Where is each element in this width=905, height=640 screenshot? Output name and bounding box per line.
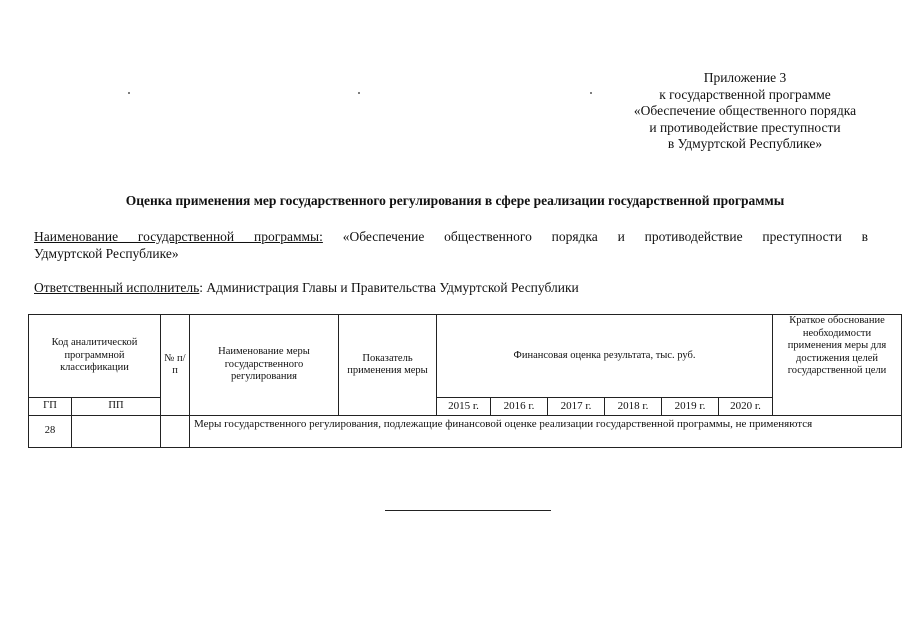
header-financial: Финансовая оценка результата, тыс. руб. xyxy=(437,315,773,398)
header-code: Код аналитической программной классификации xyxy=(29,315,161,398)
year-2017: 2017 г. xyxy=(548,398,605,416)
header-measure-name: Наименование меры государственного регулирования xyxy=(190,315,339,416)
program-text-line-1: «Обеспечение общественного порядка и противодействие преступности в xyxy=(342,229,868,244)
regulation-measures-table xyxy=(28,314,902,448)
program-label: Наименование государственной программы: xyxy=(34,229,323,244)
year-2016: 2016 г. xyxy=(491,398,548,416)
executor-block xyxy=(34,280,579,296)
year-2018: 2018 г. xyxy=(605,398,662,416)
appendix-line-5: в Удмуртской Республике» xyxy=(667,136,823,151)
appendix-line-1: Приложение 3 xyxy=(703,70,787,85)
header-pp: ПП xyxy=(72,398,161,416)
row-gp: 28 xyxy=(29,416,72,448)
appendix-line-3: «Обеспечение общественного порядка xyxy=(633,103,857,118)
program-text-line-2: Удмуртской Республике» xyxy=(34,246,179,261)
program-line-1 xyxy=(34,228,868,245)
header-num: № п/п xyxy=(161,315,190,416)
appendix-line-4: и противодействие преступности xyxy=(649,119,841,135)
row-num xyxy=(161,416,190,448)
executor-label: Ответственный исполнитель xyxy=(34,280,200,295)
header-gp: ГП xyxy=(29,398,72,416)
year-2020: 2020 г. xyxy=(719,398,773,416)
row-pp xyxy=(72,416,161,448)
program-name-block xyxy=(34,228,868,262)
row-measures-text: Меры государственного регулирования, подлежащие финансовой оценке реализации государственной программы, не применяются xyxy=(190,416,902,448)
appendix-header xyxy=(590,70,900,153)
executor-text: : Администрация Главы и Правительства Удмуртской Республики xyxy=(199,280,579,295)
document-title: Оценка применения мер государственного регулирования в сфере реализации государственной программы xyxy=(125,193,785,208)
header-indicator: Показатель применения меры xyxy=(339,315,437,416)
year-2019: 2019 г. xyxy=(662,398,719,416)
table-row xyxy=(29,416,902,448)
year-2015: 2015 г. xyxy=(437,398,491,416)
header-justification: Краткое обоснование необходимости применения меры для достижения целей государственной цели xyxy=(773,315,902,416)
closing-line xyxy=(385,510,551,511)
appendix-line-2: к государственной программе xyxy=(659,86,831,102)
